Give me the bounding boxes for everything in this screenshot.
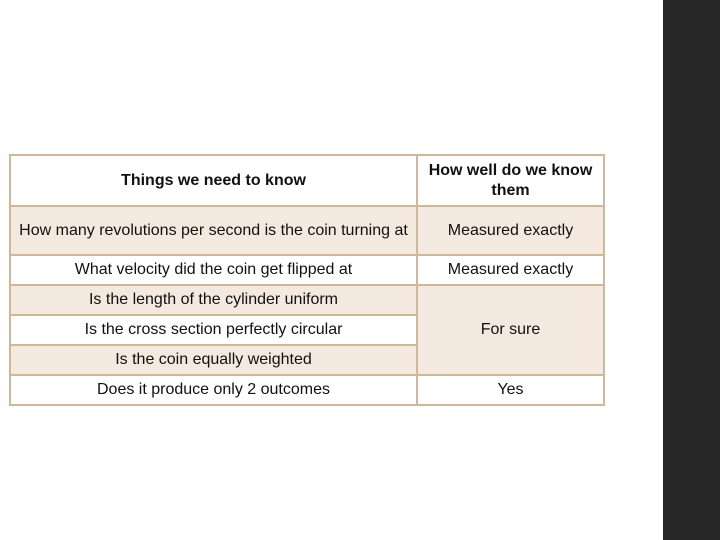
question-cell: How many revolutions per second is the coin turning at: [10, 206, 417, 255]
question-cell: Is the length of the cylinder uniform: [10, 285, 417, 315]
question-cell: What velocity did the coin get flipped at: [10, 255, 417, 285]
question-cell: Is the coin equally weighted: [10, 345, 417, 375]
knowledge-table: [9, 154, 605, 406]
table-row: [10, 375, 604, 405]
answer-cell-merged: For sure: [417, 285, 604, 375]
table-row: [10, 285, 604, 315]
answer-cell: Measured exactly: [417, 206, 604, 255]
slide-side-bar: [663, 0, 720, 540]
header-cell-things-to-know: Things we need to know: [10, 155, 417, 206]
question-cell: Is the cross section perfectly circular: [10, 315, 417, 345]
question-cell: Does it produce only 2 outcomes: [10, 375, 417, 405]
table-row: [10, 255, 604, 285]
answer-cell: Yes: [417, 375, 604, 405]
header-cell-how-well-known: How well do we know them: [417, 155, 604, 206]
answer-cell: Measured exactly: [417, 255, 604, 285]
table-row: [10, 206, 604, 255]
table-header-row: [10, 155, 604, 206]
